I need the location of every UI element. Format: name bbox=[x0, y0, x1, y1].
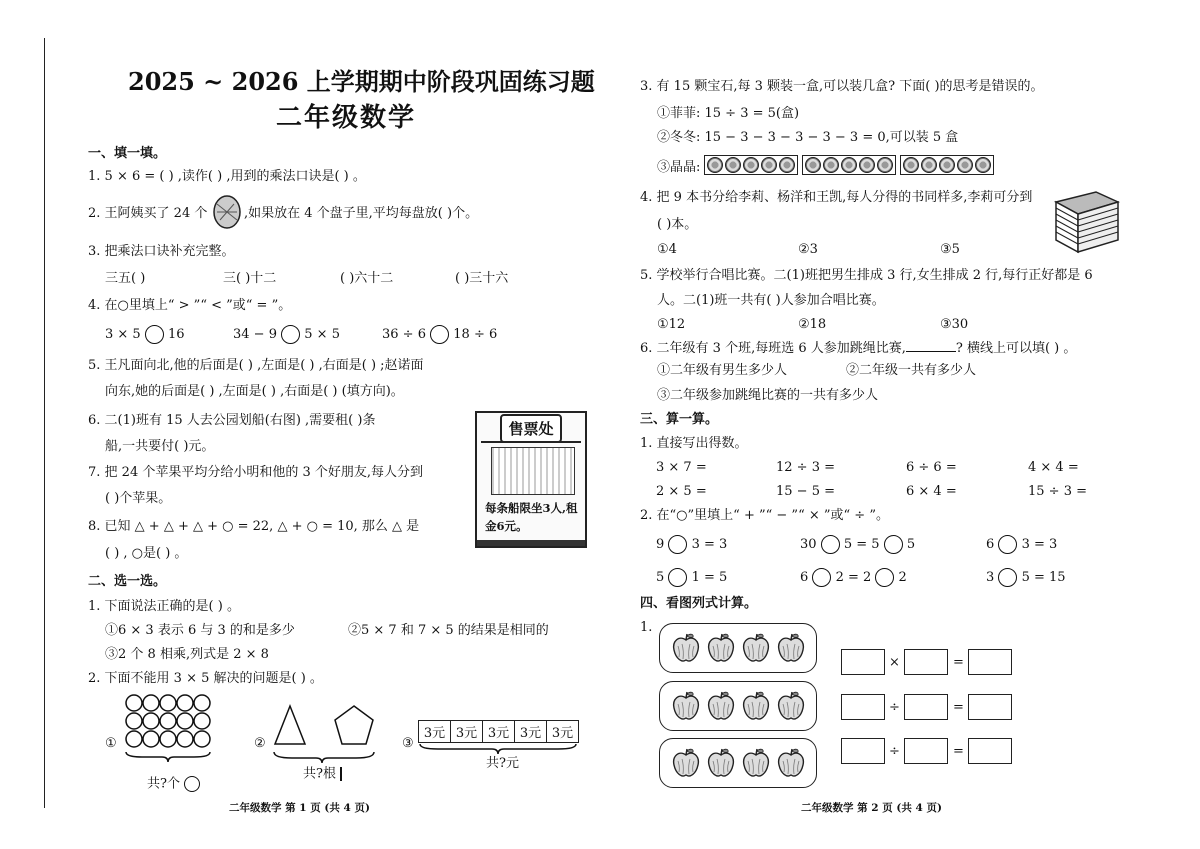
figure-2-label: ② bbox=[254, 736, 266, 751]
page-1-footer: 二年级数学 第 1 页 (共 4 页) bbox=[229, 802, 370, 814]
op-result: 3 = 3 bbox=[1021, 537, 1058, 552]
section-choose: 二、选一选。 bbox=[88, 574, 167, 589]
r4-option-3: ③5 bbox=[940, 242, 960, 257]
q3-item-2: 三( )十二 bbox=[223, 271, 277, 286]
q3-item-4: ( )三十六 bbox=[455, 271, 509, 286]
gem-box bbox=[704, 155, 798, 175]
ticket-note: 每条船限坐3人,租金6元。 bbox=[485, 501, 578, 533]
operator-sign: × bbox=[889, 655, 900, 670]
apple-icon bbox=[671, 632, 701, 664]
r4-option-1: ①4 bbox=[657, 242, 677, 257]
question-8-line-1: 8. 已知 △ + △ + △ + ○ = 22, △ + ○ = 10, 那么 △ 是 bbox=[88, 519, 420, 534]
compare-circle[interactable] bbox=[281, 325, 300, 344]
operator-circle[interactable] bbox=[884, 535, 903, 554]
price-box: 3元 bbox=[451, 721, 483, 742]
op-item bbox=[656, 535, 727, 554]
figure-3-brace bbox=[418, 742, 578, 756]
circle-icon bbox=[184, 776, 200, 792]
apple-icon bbox=[776, 690, 806, 722]
apple-icon bbox=[776, 747, 806, 779]
figure-1-caption bbox=[147, 776, 200, 792]
book-stack-icon bbox=[1052, 188, 1120, 256]
r5-option-2: ②18 bbox=[798, 317, 827, 332]
op-operand: 6 bbox=[800, 570, 809, 585]
ticket-office-picture bbox=[475, 411, 587, 548]
operator-circle[interactable] bbox=[812, 568, 831, 587]
op-item bbox=[800, 568, 907, 587]
answer-box[interactable] bbox=[904, 738, 948, 764]
apple-icon bbox=[706, 690, 736, 722]
op-result: 5 = 5 bbox=[843, 537, 880, 552]
op-operand: 6 bbox=[986, 537, 995, 552]
operator-circle[interactable] bbox=[668, 568, 687, 587]
q3-item-1: 三五( ) bbox=[105, 271, 146, 286]
shapes-figure bbox=[272, 702, 377, 768]
op-item bbox=[800, 535, 915, 554]
figure-3-label: ③ bbox=[402, 736, 414, 751]
operator-circle[interactable] bbox=[875, 568, 894, 587]
calc-item: 3 × 7 = bbox=[656, 460, 707, 475]
ticket-office-sign bbox=[481, 415, 581, 443]
question-2-part-a: 2. 王阿姨买了 24 个 bbox=[88, 206, 208, 221]
price-boxes bbox=[418, 720, 579, 743]
ticket-counter bbox=[477, 540, 585, 546]
r6-option-3: ③二年级参加跳绳比赛的一共有多少人 bbox=[657, 388, 879, 403]
ticket-office-sign-text: 售票处 bbox=[500, 414, 561, 443]
calc-item: 4 × 4 = bbox=[1028, 460, 1079, 475]
gem-box bbox=[900, 155, 994, 175]
question-4: 4. 在○里填上“ > ”“ < ”或“ = ”。 bbox=[88, 298, 292, 313]
operator-circle[interactable] bbox=[821, 535, 840, 554]
r3-option-2: ②冬冬: 15 − 3 − 3 − 3 − 3 − 3 = 0,可以装 5 盒 bbox=[657, 130, 959, 145]
q4-item-2-left: 34 − 9 bbox=[233, 327, 277, 342]
exam-subtitle: 二年级数学 bbox=[276, 103, 417, 133]
calc-item: 6 × 4 = bbox=[906, 484, 957, 499]
calc-item: 2 × 5 = bbox=[656, 484, 707, 499]
section-fill: 一、填一填。 bbox=[88, 146, 167, 161]
question-3: 3. 把乘法口诀补充完整。 bbox=[88, 244, 235, 259]
calc-item: 15 − 5 = bbox=[776, 484, 835, 499]
r6-option-1: ①二年级有男生多少人 bbox=[657, 363, 788, 378]
q4-item-1-right: 16 bbox=[167, 327, 185, 342]
operator-sign: ÷ bbox=[889, 700, 900, 715]
gem-boxes bbox=[704, 155, 994, 175]
section-calculate: 三、算一算。 bbox=[640, 412, 719, 427]
apple-icon bbox=[671, 747, 701, 779]
circle-grid-figure bbox=[122, 692, 212, 764]
answer-box[interactable] bbox=[968, 649, 1012, 675]
apple-icon bbox=[741, 690, 771, 722]
picture-question-1: 1. bbox=[640, 620, 653, 635]
q4-item-3-right: 18 ÷ 6 bbox=[453, 327, 498, 342]
equals-sign: = bbox=[953, 744, 964, 759]
calc-question-2: 2. 在“○”里填上“ + ”“ − ”“ × ”或“ ÷ ”。 bbox=[640, 508, 889, 523]
apple-icon bbox=[671, 690, 701, 722]
question-7-line-1: 7. 把 24 个苹果平均分给小明和他的 3 个好朋友,每人分到 bbox=[88, 465, 424, 480]
answer-box[interactable] bbox=[904, 694, 948, 720]
r5-option-1: ①12 bbox=[657, 317, 686, 332]
answer-box[interactable] bbox=[841, 694, 885, 720]
figure-1-label: ① bbox=[105, 736, 117, 751]
apple-icon bbox=[706, 747, 736, 779]
apple-icon bbox=[706, 632, 736, 664]
q4-item-1-left: 3 × 5 bbox=[105, 327, 141, 342]
op-operand: 30 bbox=[800, 537, 817, 552]
question-5-line-1: 5. 王凡面向北,他的后面是( ) ,左面是( ) ,右面是( ) ;赵诺面 bbox=[88, 358, 424, 373]
op-item bbox=[986, 535, 1057, 554]
op-result: 2 = 2 bbox=[835, 570, 872, 585]
question-r4-line-2: ( )本。 bbox=[657, 217, 698, 232]
op-operand: 3 bbox=[986, 570, 995, 585]
price-box: 3元 bbox=[551, 726, 574, 741]
question-r4-line-1: 4. 把 9 本书分给李莉、杨洋和王凯,每人分得的书同样多,李莉可分到 bbox=[640, 190, 1033, 205]
operator-circle[interactable] bbox=[998, 535, 1017, 554]
r6-option-2: ②二年级一共有多少人 bbox=[846, 363, 977, 378]
choice-1-option-3: ③2 个 8 相乘,列式是 2 × 8 bbox=[105, 647, 269, 662]
apple-group bbox=[659, 738, 817, 788]
question-r3: 3. 有 15 颗宝石,每 3 颗装一盒,可以装几盒? 下面( )的思考是错误的。 bbox=[640, 79, 1044, 94]
q4-item-2 bbox=[233, 325, 340, 344]
apple-group bbox=[659, 681, 817, 731]
figure-2-caption bbox=[303, 767, 342, 781]
section-picture-calc: 四、看图列式计算。 bbox=[640, 596, 758, 611]
op-operand: 5 bbox=[906, 537, 916, 552]
q4-item-3 bbox=[382, 325, 497, 344]
price-box: 3元 bbox=[515, 721, 547, 742]
choice-question-2: 2. 下面不能用 3 × 5 解决的问题是( ) 。 bbox=[88, 671, 323, 686]
price-box: 3元 bbox=[419, 721, 451, 742]
gem-box bbox=[802, 155, 896, 175]
compare-circle[interactable] bbox=[430, 325, 449, 344]
answer-box[interactable] bbox=[841, 649, 885, 675]
operator-circle[interactable] bbox=[668, 535, 687, 554]
price-box: 3元 bbox=[483, 721, 515, 742]
r6-text-b: ? 横线上可以填( ) 。 bbox=[955, 341, 1077, 356]
answer-box[interactable] bbox=[968, 694, 1012, 720]
question-7-line-2: ( )个苹果。 bbox=[105, 491, 172, 506]
op-operand: 9 bbox=[656, 537, 665, 552]
page-2-footer: 二年级数学 第 2 页 (共 4 页) bbox=[801, 802, 942, 814]
figure-2-caption-text: 共?根 bbox=[303, 766, 336, 782]
op-result: 1 = 5 bbox=[691, 570, 728, 585]
r3-option-3: ③晶晶: bbox=[657, 160, 701, 175]
op-operand: 5 bbox=[656, 570, 665, 585]
operator-sign: ÷ bbox=[889, 744, 900, 759]
calc-question-1: 1. 直接写出得数。 bbox=[640, 436, 748, 451]
calc-item: 15 ÷ 3 = bbox=[1028, 484, 1087, 499]
op-item bbox=[986, 568, 1066, 587]
r3-option-1: ①菲菲: 15 ÷ 3 = 5(盒) bbox=[657, 106, 800, 121]
op-result: 3 = 3 bbox=[691, 537, 728, 552]
exam-title: 2025 ~ 2026 上学期期中阶段巩固练习题 bbox=[128, 67, 595, 96]
apple-group bbox=[659, 623, 817, 673]
r6-text: 6. 二年级有 3 个班,每班选 6 人参加跳绳比赛, bbox=[640, 341, 906, 356]
choice-1-option-1: ①6 × 3 表示 6 与 3 的和是多少 bbox=[105, 623, 295, 638]
apple-icon bbox=[741, 747, 771, 779]
answer-box[interactable] bbox=[841, 738, 885, 764]
question-2-part-b: ,如果放在 4 个盘子里,平均每盘放( )个。 bbox=[244, 206, 479, 221]
calc-item: 6 ÷ 6 = bbox=[906, 460, 957, 475]
op-result: 5 = 15 bbox=[1021, 570, 1066, 585]
kiwi-icon bbox=[212, 194, 242, 230]
question-8-line-2: ( ) , ○是( ) 。 bbox=[105, 546, 188, 561]
question-6-line-1: 6. 二(1)班有 15 人去公园划船(右图) ,需要租( )条 bbox=[88, 413, 376, 428]
q4-item-1 bbox=[105, 325, 185, 344]
fill-blank-line[interactable] bbox=[906, 341, 956, 352]
op-operand: 2 bbox=[898, 570, 907, 585]
question-r6-line-1 bbox=[640, 341, 1076, 355]
q4-item-3-left: 36 ÷ 6 bbox=[382, 327, 426, 342]
ticket-window bbox=[491, 447, 575, 495]
question-5-line-2: 向东,她的后面是( ) ,左面是( ) ,右面是( ) (填方向)。 bbox=[105, 384, 404, 399]
equals-sign: = bbox=[953, 655, 964, 670]
choice-question-1: 1. 下面说法正确的是( ) 。 bbox=[88, 599, 240, 614]
apple-icon bbox=[741, 632, 771, 664]
question-1: 1. 5 × 6 = ( ) ,读作( ) ,用到的乘法口诀是( ) 。 bbox=[88, 169, 366, 184]
answer-box[interactable] bbox=[904, 649, 948, 675]
answer-box[interactable] bbox=[968, 738, 1012, 764]
q4-item-2-right: 5 × 5 bbox=[304, 327, 340, 342]
r4-option-2: ②3 bbox=[798, 242, 818, 257]
q3-item-3: ( )六十二 bbox=[340, 271, 394, 286]
figure-3-caption: 共?元 bbox=[486, 756, 519, 771]
apple-icon bbox=[776, 632, 806, 664]
figure-1-caption-text: 共?个 bbox=[147, 776, 180, 792]
question-r5-line-1: 5. 学校举行合唱比赛。二(1)班把男生排成 3 行,女生排成 2 行,每行正好都是 6 bbox=[640, 268, 1093, 283]
operator-circle[interactable] bbox=[998, 568, 1017, 587]
calc-item: 12 ÷ 3 = bbox=[776, 460, 835, 475]
r5-option-3: ③30 bbox=[940, 317, 969, 332]
question-6-line-2: 船,一共要付( )元。 bbox=[105, 439, 215, 454]
stick-icon bbox=[340, 767, 342, 781]
op-item bbox=[656, 568, 727, 587]
question-r5-line-2: 人。二(1)班一共有( )人参加合唱比赛。 bbox=[657, 293, 885, 308]
equals-sign: = bbox=[953, 700, 964, 715]
compare-circle[interactable] bbox=[145, 325, 164, 344]
choice-1-option-2: ②5 × 7 和 7 × 5 的结果是相同的 bbox=[348, 623, 549, 638]
